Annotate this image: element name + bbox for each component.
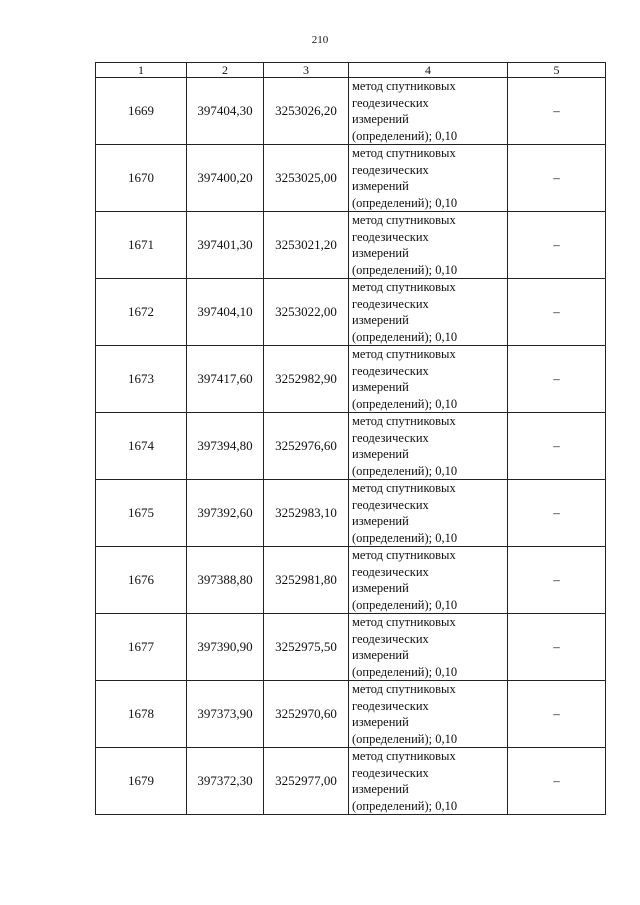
method-line: измерений [352,380,409,394]
y-coordinate-cell: 3252983,10 [264,480,349,547]
method-line: (определений); 0,10 [352,396,458,411]
method-line: метод спутниковых [352,682,456,696]
x-coordinate-cell: 397404,30 [187,78,264,145]
method-line: геодезических [352,95,429,110]
x-coordinate-cell: 397392,60 [187,480,264,547]
method-accuracy-cell [349,547,508,614]
y-coordinate-cell: 3253025,00 [264,145,349,212]
y-coordinate-cell: 3253026,20 [264,78,349,145]
note-cell: – [508,480,606,547]
page-number: 210 [311,34,329,46]
column-header-2: 2 [187,63,264,78]
x-coordinate-cell: 397390,90 [187,614,264,681]
method-line: измерений [352,715,409,729]
method-line: (определений); 0,10 [352,664,458,679]
method-line: метод спутниковых [352,749,456,763]
method-accuracy-cell [349,145,508,212]
table-row [96,547,606,614]
method-line: (определений); 0,10 [352,262,458,277]
note-cell: – [508,346,606,413]
table-row [96,480,606,547]
method-line: метод спутниковых [352,481,456,495]
column-header-4: 4 [349,63,508,78]
note-cell: – [508,145,606,212]
method-line: измерений [352,514,409,528]
point-number-cell: 1673 [96,346,187,413]
y-coordinate-cell: 3253021,20 [264,212,349,279]
note-cell: – [508,681,606,748]
note-cell: – [508,279,606,346]
method-line: измерений [352,782,409,796]
note-cell: – [508,614,606,681]
y-coordinate-cell: 3252976,60 [264,413,349,480]
method-line: измерений [352,581,409,595]
point-number-cell: 1674 [96,413,187,480]
table-row [96,212,606,279]
method-line: (определений); 0,10 [352,731,458,746]
note-cell: – [508,547,606,614]
method-line: измерений [352,112,409,126]
method-accuracy-cell [349,748,508,815]
method-accuracy-cell [349,346,508,413]
column-header-3: 3 [264,63,349,78]
method-line: метод спутниковых [352,615,456,629]
table-row [96,346,606,413]
x-coordinate-cell: 397401,30 [187,212,264,279]
method-line: измерений [352,648,409,662]
coordinates-table [95,62,606,815]
x-coordinate-cell: 397394,80 [187,413,264,480]
point-number-cell: 1677 [96,614,187,681]
point-number-cell: 1676 [96,547,187,614]
x-coordinate-cell: 397388,80 [187,547,264,614]
method-line: геодезических [352,564,429,579]
point-number-cell: 1672 [96,279,187,346]
method-accuracy-cell [349,413,508,480]
note-cell: – [508,413,606,480]
method-line: (определений); 0,10 [352,128,458,143]
x-coordinate-cell: 397400,20 [187,145,264,212]
method-line: геодезических [352,698,429,713]
table-row [96,78,606,145]
method-line: метод спутниковых [352,548,456,562]
method-line: метод спутниковых [352,414,456,428]
point-number-cell: 1669 [96,78,187,145]
point-number-cell: 1679 [96,748,187,815]
y-coordinate-cell: 3253022,00 [264,279,349,346]
method-accuracy-cell [349,681,508,748]
method-line: геодезических [352,162,429,177]
method-line: (определений); 0,10 [352,195,458,210]
table-row [96,748,606,815]
table-row [96,681,606,748]
method-line: метод спутниковых [352,79,456,93]
note-cell: – [508,78,606,145]
point-number-cell: 1678 [96,681,187,748]
method-line: геодезических [352,430,429,445]
point-number-cell: 1675 [96,480,187,547]
note-cell: – [508,748,606,815]
method-line: измерений [352,313,409,327]
method-line: метод спутниковых [352,213,456,227]
method-accuracy-cell [349,480,508,547]
method-line: (определений); 0,10 [352,530,458,545]
method-line: метод спутниковых [352,146,456,160]
method-accuracy-cell [349,614,508,681]
method-line: (определений); 0,10 [352,329,458,344]
method-line: измерений [352,246,409,260]
method-line: (определений); 0,10 [352,798,458,813]
table-header-row [96,63,606,78]
note-cell: – [508,212,606,279]
method-line: измерений [352,447,409,461]
method-accuracy-cell [349,78,508,145]
method-line: метод спутниковых [352,280,456,294]
x-coordinate-cell: 397404,10 [187,279,264,346]
y-coordinate-cell: 3252981,80 [264,547,349,614]
y-coordinate-cell: 3252977,00 [264,748,349,815]
method-line: (определений); 0,10 [352,463,458,478]
method-line: геодезических [352,765,429,780]
x-coordinate-cell: 397372,30 [187,748,264,815]
point-number-cell: 1671 [96,212,187,279]
point-number-cell: 1670 [96,145,187,212]
method-line: измерений [352,179,409,193]
column-header-5: 5 [508,63,606,78]
x-coordinate-cell: 397373,90 [187,681,264,748]
table-row [96,413,606,480]
table-row [96,279,606,346]
method-accuracy-cell [349,279,508,346]
method-accuracy-cell [349,212,508,279]
method-line: метод спутниковых [352,347,456,361]
method-line: геодезических [352,497,429,512]
y-coordinate-cell: 3252982,90 [264,346,349,413]
method-line: геодезических [352,363,429,378]
method-line: геодезических [352,631,429,646]
y-coordinate-cell: 3252975,50 [264,614,349,681]
method-line: геодезических [352,229,429,244]
x-coordinate-cell: 397417,60 [187,346,264,413]
method-line: (определений); 0,10 [352,597,458,612]
table-row [96,614,606,681]
table-row [96,145,606,212]
column-header-1: 1 [96,63,187,78]
y-coordinate-cell: 3252970,60 [264,681,349,748]
method-line: геодезических [352,296,429,311]
